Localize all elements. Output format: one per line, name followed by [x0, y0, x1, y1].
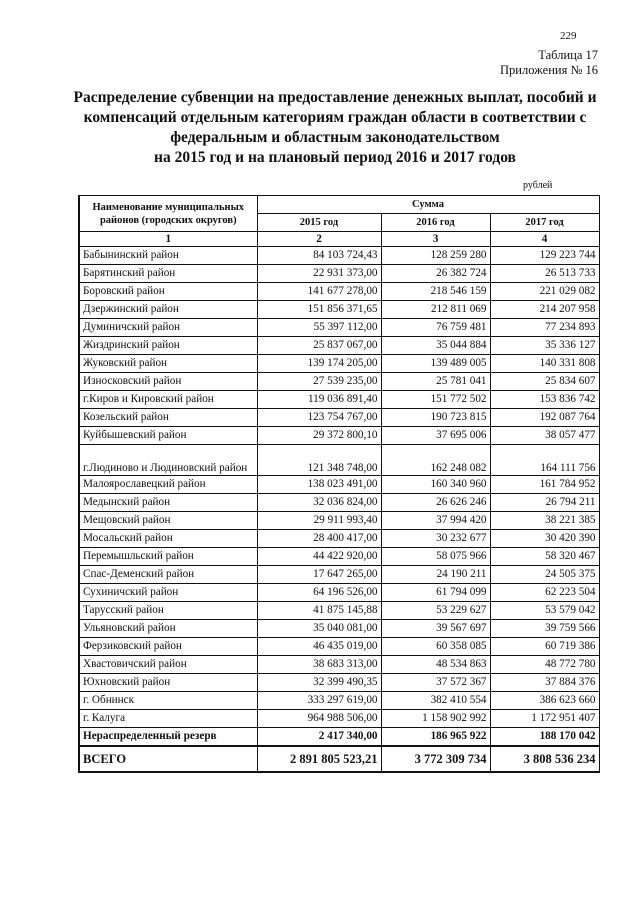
- amount-2015-cell: 38 683 313,00: [257, 656, 381, 674]
- table-row: [79, 656, 599, 674]
- table-row: [79, 566, 599, 584]
- amount-2015-cell: 139 174 205,00: [257, 355, 381, 373]
- amount-2017-cell: 214 207 958: [490, 301, 599, 319]
- district-name-cell: Куйбышевский район: [79, 427, 257, 445]
- amount-2015-cell: 44 422 920,00: [257, 548, 381, 566]
- table-row: [79, 391, 599, 409]
- total-2017: 3 808 536 234: [490, 746, 599, 772]
- district-name-cell: Жиздринский район: [79, 337, 257, 355]
- page-number: 229: [560, 30, 577, 42]
- amount-2017-cell: 221 029 082: [490, 283, 599, 301]
- amount-2017-cell: 25 834 607: [490, 373, 599, 391]
- district-name-cell: Нераспределенный резерв: [79, 728, 257, 747]
- table-reference: [500, 48, 598, 78]
- amount-2017-cell: 38 057 477: [490, 427, 599, 445]
- table-row: [79, 476, 599, 494]
- amount-2016-cell: 24 190 211: [381, 566, 490, 584]
- amount-2015-cell: 333 297 619,00: [257, 692, 381, 710]
- col-number: 1: [79, 232, 257, 247]
- appendix-label: Приложения № 16: [500, 63, 598, 77]
- amount-2017-cell: 192 087 764: [490, 409, 599, 427]
- district-name-cell: Мещовский район: [79, 512, 257, 530]
- district-name-cell: Бабынинский район: [79, 247, 257, 265]
- district-name-cell: г. Обнинск: [79, 692, 257, 710]
- district-name-cell: Хвастовичский район: [79, 656, 257, 674]
- table-row: [79, 674, 599, 692]
- amount-2017-cell: 38 221 385: [490, 512, 599, 530]
- amount-2016-cell: 160 340 960: [381, 476, 490, 494]
- table-row: [79, 620, 599, 638]
- amount-2016-cell: 186 965 922: [381, 728, 490, 747]
- amount-2015-cell: 84 103 724,43: [257, 247, 381, 265]
- amount-2017-cell: 60 719 386: [490, 638, 599, 656]
- amount-2015-cell: 29 372 800,10: [257, 427, 381, 445]
- district-name-cell: Малоярославецкий район: [79, 476, 257, 494]
- col-number: 4: [490, 232, 599, 247]
- amount-2015-cell: 123 754 767,00: [257, 409, 381, 427]
- amount-2017-cell: 386 623 660: [490, 692, 599, 710]
- amount-2016-cell: 218 546 159: [381, 283, 490, 301]
- amount-2016-cell: 1 158 902 992: [381, 710, 490, 728]
- amount-2015-cell: 32 036 824,00: [257, 494, 381, 512]
- col-number: 2: [257, 232, 381, 247]
- district-name-cell: Боровский район: [79, 283, 257, 301]
- header-year-2016: 2016 год: [381, 214, 490, 232]
- district-name-cell: г.Киров и Кировский район: [79, 391, 257, 409]
- amount-2016-cell: 25 781 041: [381, 373, 490, 391]
- table-row: [79, 265, 599, 283]
- amount-2017-cell: 164 111 756: [490, 445, 599, 476]
- total-label: ВСЕГО: [79, 746, 257, 772]
- amount-2016-cell: 139 489 005: [381, 355, 490, 373]
- district-name-cell: Ульяновский район: [79, 620, 257, 638]
- table-row: [79, 638, 599, 656]
- district-name-cell: г. Калуга: [79, 710, 257, 728]
- amount-2017-cell: 77 234 893: [490, 319, 599, 337]
- amount-2016-cell: 39 567 697: [381, 620, 490, 638]
- district-name-cell: Юхновский район: [79, 674, 257, 692]
- table-label: Таблица 17: [538, 48, 598, 62]
- amount-2015-cell: 17 647 265,00: [257, 566, 381, 584]
- document-title: [70, 88, 600, 168]
- amount-2017-cell: 26 794 211: [490, 494, 599, 512]
- amount-2016-cell: 30 232 677: [381, 530, 490, 548]
- amount-2017-cell: 39 759 566: [490, 620, 599, 638]
- amount-2015-cell: 46 435 019,00: [257, 638, 381, 656]
- table-row: [79, 319, 599, 337]
- amount-2016-cell: 151 772 502: [381, 391, 490, 409]
- amount-2015-cell: 27 539 235,00: [257, 373, 381, 391]
- amount-2017-cell: 30 420 390: [490, 530, 599, 548]
- title-line-3: федеральным и областным законодательством: [170, 129, 500, 146]
- table-row: [79, 283, 599, 301]
- title-line-1: Распределение субвенции на предоставление денежных выплат, пособий и: [73, 89, 597, 106]
- currency-note: рублей: [523, 180, 553, 191]
- amount-2015-cell: 29 911 993,40: [257, 512, 381, 530]
- table-row: [79, 301, 599, 319]
- table-body: [79, 247, 599, 747]
- col-number: 3: [381, 232, 490, 247]
- amount-2016-cell: 382 410 554: [381, 692, 490, 710]
- total-row: [79, 746, 599, 772]
- amount-2016-cell: 37 572 367: [381, 674, 490, 692]
- amount-2015-cell: 35 040 081,00: [257, 620, 381, 638]
- amount-2017-cell: 161 784 952: [490, 476, 599, 494]
- district-name-cell: Барятинский район: [79, 265, 257, 283]
- amount-2015-cell: 28 400 417,00: [257, 530, 381, 548]
- amount-2016-cell: 212 811 069: [381, 301, 490, 319]
- amount-2017-cell: 35 336 127: [490, 337, 599, 355]
- amount-2015-cell: 119 036 891,40: [257, 391, 381, 409]
- amount-2016-cell: 190 723 815: [381, 409, 490, 427]
- amount-2017-cell: 129 223 744: [490, 247, 599, 265]
- district-name-cell: Жуковский район: [79, 355, 257, 373]
- district-name-cell: Износковский район: [79, 373, 257, 391]
- amount-2016-cell: 162 248 082: [381, 445, 490, 476]
- district-name-cell: Дзержинский район: [79, 301, 257, 319]
- amount-2017-cell: 62 223 504: [490, 584, 599, 602]
- amount-2016-cell: 37 695 006: [381, 427, 490, 445]
- table-row: [79, 512, 599, 530]
- district-name-cell: Спас-Деменский район: [79, 566, 257, 584]
- table-row: [79, 584, 599, 602]
- amount-2016-cell: 128 259 280: [381, 247, 490, 265]
- table-row: [79, 494, 599, 512]
- amount-2016-cell: 37 994 420: [381, 512, 490, 530]
- total-2016: 3 772 309 734: [381, 746, 490, 772]
- table-row: [79, 445, 599, 476]
- amount-2016-cell: 26 382 724: [381, 265, 490, 283]
- amount-2016-cell: 35 044 884: [381, 337, 490, 355]
- table-row: [79, 247, 599, 265]
- amount-2015-cell: 22 931 373,00: [257, 265, 381, 283]
- table-row: [79, 548, 599, 566]
- amount-2017-cell: 153 836 742: [490, 391, 599, 409]
- table-row: [79, 355, 599, 373]
- table-row: [79, 373, 599, 391]
- amount-2015-cell: 2 417 340,00: [257, 728, 381, 747]
- amount-2017-cell: 37 884 376: [490, 674, 599, 692]
- amount-2017-cell: 26 513 733: [490, 265, 599, 283]
- amount-2017-cell: 188 170 042: [490, 728, 599, 747]
- amount-2016-cell: 53 229 627: [381, 602, 490, 620]
- title-line-2: компенсаций отдельным категориям граждан области в соответствии с: [83, 109, 587, 126]
- amount-2016-cell: 61 794 099: [381, 584, 490, 602]
- amount-2015-cell: 141 677 278,00: [257, 283, 381, 301]
- amount-2015-cell: 121 348 748,00: [257, 445, 381, 476]
- amount-2017-cell: 24 505 375: [490, 566, 599, 584]
- amount-2016-cell: 76 759 481: [381, 319, 490, 337]
- amount-2015-cell: 41 875 145,88: [257, 602, 381, 620]
- amount-2015-cell: 32 399 490,35: [257, 674, 381, 692]
- amount-2016-cell: 60 358 085: [381, 638, 490, 656]
- table-row: [79, 728, 599, 747]
- amount-2016-cell: 48 534 863: [381, 656, 490, 674]
- district-name-cell: Ферзиковский район: [79, 638, 257, 656]
- amount-2017-cell: 53 579 042: [490, 602, 599, 620]
- district-name-cell: Сухиничский район: [79, 584, 257, 602]
- title-line-4: на 2015 год и на плановый период 2016 и 2017 годов: [154, 149, 516, 166]
- amount-2016-cell: 58 075 966: [381, 548, 490, 566]
- district-name-cell: Тарусский район: [79, 602, 257, 620]
- total-2015: 2 891 805 523,21: [257, 746, 381, 772]
- amount-2017-cell: 48 772 780: [490, 656, 599, 674]
- amount-2016-cell: 26 626 246: [381, 494, 490, 512]
- table-row: [79, 710, 599, 728]
- district-name-cell: Козельский район: [79, 409, 257, 427]
- district-name-cell: Медынский район: [79, 494, 257, 512]
- header-year-2017: 2017 год: [490, 214, 599, 232]
- amount-2015-cell: 55 397 112,00: [257, 319, 381, 337]
- amount-2015-cell: 964 988 506,00: [257, 710, 381, 728]
- table-row: [79, 692, 599, 710]
- amount-2017-cell: 1 172 951 407: [490, 710, 599, 728]
- district-name-cell: Мосальский район: [79, 530, 257, 548]
- amount-2015-cell: 138 023 491,00: [257, 476, 381, 494]
- subvention-table: [78, 195, 600, 773]
- district-name-cell: Думиничский район: [79, 319, 257, 337]
- district-name-cell: Перемышльский район: [79, 548, 257, 566]
- table-row: [79, 602, 599, 620]
- table-row: [79, 427, 599, 445]
- header-year-2015: 2015 год: [257, 214, 381, 232]
- district-name-cell: г.Людиново и Людиновский район: [79, 445, 257, 476]
- table-row: [79, 530, 599, 548]
- amount-2017-cell: 140 331 808: [490, 355, 599, 373]
- amount-2015-cell: 25 837 067,00: [257, 337, 381, 355]
- table-row: [79, 409, 599, 427]
- amount-2015-cell: 151 856 371,65: [257, 301, 381, 319]
- amount-2015-cell: 64 196 526,00: [257, 584, 381, 602]
- amount-2017-cell: 58 320 467: [490, 548, 599, 566]
- header-sum: Сумма: [257, 196, 599, 214]
- table-row: [79, 337, 599, 355]
- header-name: Наименование муниципальных районов (городских округов): [79, 196, 257, 232]
